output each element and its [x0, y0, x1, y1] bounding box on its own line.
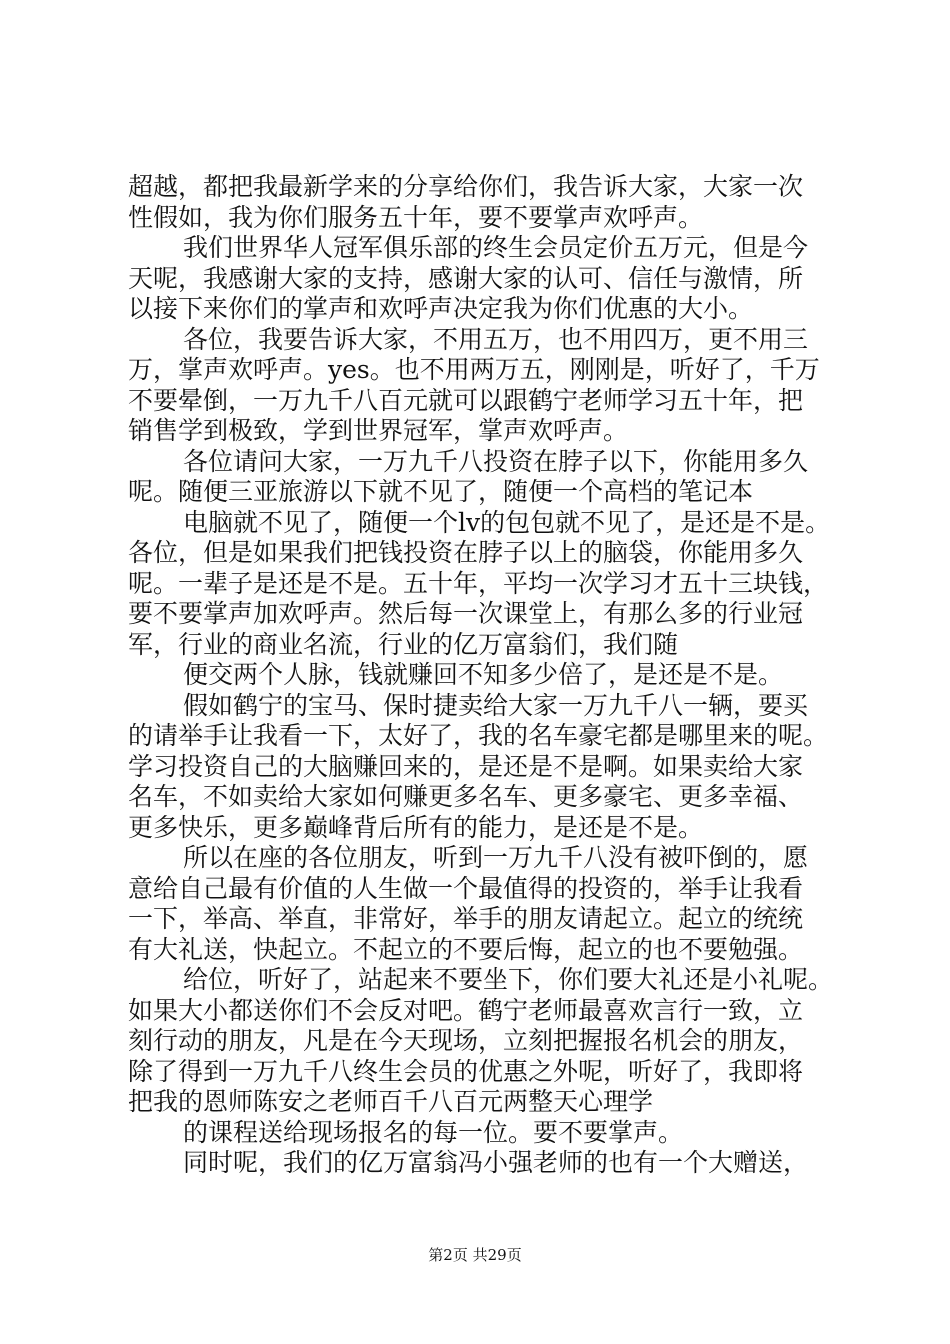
text-line: 学习投资自己的大脑赚回来的，是还是不是啊。如果卖给大家 [128, 751, 804, 781]
text-line: 意给自己最有价值的人生做一个最值得的投资的，举手让我看 [128, 873, 804, 903]
text-line: 名车，不如卖给大家如何赚更多名车、更多豪宅、更多幸福、 [128, 782, 804, 811]
text-line: 军，行业的商业名流，行业的亿万富翁们，我们随 [128, 629, 679, 659]
text-line: 更多快乐，更多巅峰背后所有的能力，是还是不是。 [128, 812, 704, 842]
text-line: 把我的恩师陈安之老师百千八百元两整天心理学 [128, 1087, 654, 1116]
text-line: 同时呢，我们的亿万富翁冯小强老师的也有一个大赠送， [183, 1148, 809, 1177]
text-line: 的请举手让我看一下，太好了，我的名车豪宅都是哪里来的呢。 [128, 721, 829, 750]
text-line: 呢。随便三亚旅游以下就不见了，随便一个高档的笔记本 [128, 477, 754, 506]
text-line: 所以在座的各位朋友，听到一万九千八没有被吓倒的，愿 [183, 843, 809, 872]
text-line: 给位，听好了，站起来不要坐下，你们要大礼还是小礼呢。 [183, 965, 834, 994]
text-line: 的课程送给现场报名的每一位。要不要掌声。 [183, 1117, 684, 1147]
text-line: 假如鹤宁的宝马、保时捷卖给大家一万九千八一辆，要买 [183, 690, 809, 720]
page-footer: 第2页 共29页 [428, 1246, 522, 1264]
text-line: 我们世界华人冠军俱乐部的终生会员定价五万元，但是今 [183, 233, 809, 262]
text-line: 刻行动的朋友，凡是在今天现场，立刻把握报名机会的朋友， [128, 1026, 804, 1055]
text-line: 超越，都把我最新学来的分享给你们，我告诉大家，大家一次 [128, 172, 804, 201]
text-line: 电脑就不见了，随便一个lv的包包就不见了，是还是不是。 [183, 507, 831, 537]
text-line: 不要晕倒，一万九千八百元就可以跟鹤宁老师学习五十年，把 [128, 385, 804, 415]
text-line: 以接下来你们的掌声和欢呼声决定我为你们优惠的大小。 [128, 294, 754, 323]
text-line: 万，掌声欢呼声。yes。也不用两万五，刚刚是，听好了，千万 [128, 355, 820, 384]
text-line: 如果大小都送你们不会反对吧。鹤宁老师最喜欢言行一致，立 [128, 995, 804, 1025]
text-line: 呢。一辈子是还是不是。五十年，平均一次学习才五十三块钱， [128, 568, 829, 598]
text-line: 各位，但是如果我们把钱投资在脖子以上的脑袋，你能用多久 [128, 538, 804, 567]
text-line: 性假如，我为你们服务五十年，要不要掌声欢呼声。 [128, 202, 704, 232]
text-line: 各位请问大家，一万九千八投资在脖子以下，你能用多久 [183, 446, 809, 476]
document-body [128, 172, 838, 1179]
text-line: 各位，我要告诉大家，不用五万，也不用四万，更不用三 [183, 324, 809, 354]
text-line: 销售学到极致，学到世界冠军，掌声欢呼声。 [128, 416, 629, 445]
text-line: 便交两个人脉，钱就赚回不知多少倍了，是还是不是。 [183, 660, 784, 689]
text-line: 一下，举高、举直，非常好，举手的朋友请起立。起立的统统 [128, 904, 804, 933]
text-line: 除了得到一万九千八终生会员的优惠之外呢，听好了，我即将 [128, 1056, 804, 1086]
text-line: 天呢，我感谢大家的支持，感谢大家的认可、信任与激情，所 [128, 263, 804, 293]
text-line: 有大礼送，快起立。不起立的不要后悔，起立的也不要勉强。 [128, 934, 804, 964]
text-line: 要不要掌声加欢呼声。然后每一次课堂上，有那么多的行业冠 [128, 599, 804, 628]
